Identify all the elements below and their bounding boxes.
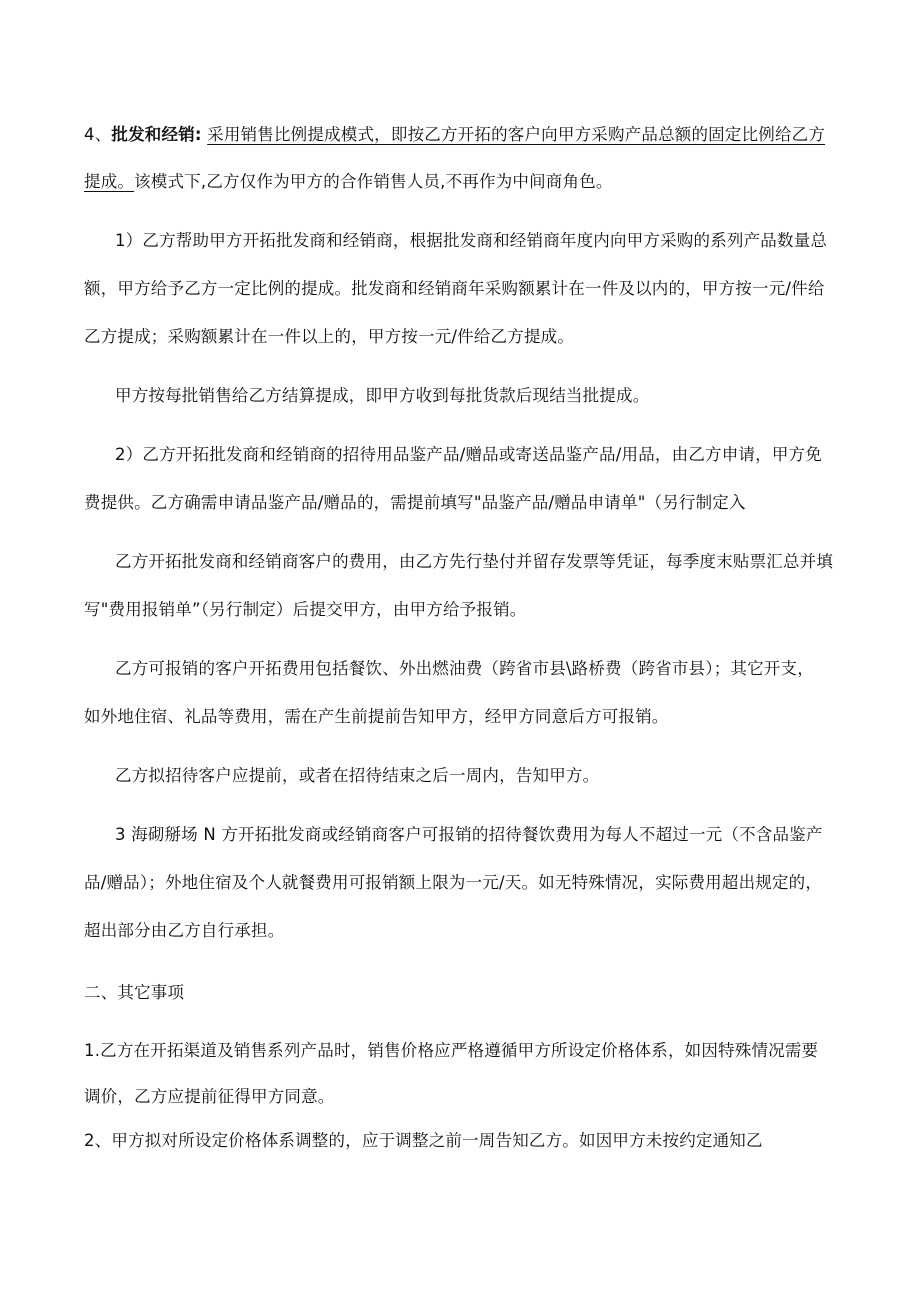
section-4-underlined-tail: 提成。 xyxy=(84,172,135,191)
settlement-paragraph: 甲方按每批销售给乙方结算提成，即甲方收到每批货款后现结当批提成。 xyxy=(115,386,650,405)
reimbursable-line-2: 如外地住宿、礼品等费用，需在产生前提前告知甲方，经甲方同意后方可报销。 xyxy=(84,707,669,726)
other-2-line-1: 2、甲方拟对所设定价格体系调整的，应于调整之前一周告知乙方。如因甲方未按约定通知乙 xyxy=(84,1131,763,1150)
expense-line-1: 乙方开拓批发商和经销商客户的费用，由乙方先行垫付并留存发票等凭证，每季度末贴票汇总并填 xyxy=(115,552,834,571)
expense-line-2: 写"费用报销单”（另行制定）后提交甲方，由甲方给予报销。 xyxy=(84,600,527,619)
other-1-line-2: 调价，乙方应提前征得甲方同意。 xyxy=(84,1087,335,1106)
section-4-title: 批发和经销 xyxy=(111,125,195,144)
section-4-line-1 xyxy=(84,124,825,146)
item-1-line-3: 乙方提成；采购额累计在一件以上的，甲方按一元/件给乙方提成。 xyxy=(84,327,575,346)
section-4-underlined-text: 采用销售比例提成模式，即按乙方开拓的客户向甲方采购产品总额的固定比例给乙方 xyxy=(207,125,826,144)
section-2-heading: 二、其它事项 xyxy=(84,983,185,1002)
section-4-number: 4、 xyxy=(84,125,112,144)
section-4-colon: : xyxy=(194,125,202,144)
item-3-line-3: 超出部分由乙方自行承担。 xyxy=(84,921,285,940)
section-4-line-2 xyxy=(84,171,613,193)
item-2-line-1: 2）乙方开拓批发商和经销商的招待用品鉴产品/赠品或寄送品鉴产品/用品，由乙方申请，甲方免 xyxy=(115,445,822,464)
reimbursable-line-1: 乙方可报销的客户开拓费用包括餐饮、外出燃油费（跨省市县\路桥费（跨省市县）；其它开支， xyxy=(115,659,814,678)
item-3-line-2: 品/赠品）；外地住宿及个人就餐费用可报销额上限为一元/天。如无特殊情况，实际费用超出规定的， xyxy=(84,873,823,892)
section-4-rest: 该模式下,乙方仅作为甲方的合作销售人员,不再作为中间商角色。 xyxy=(134,172,613,191)
item-3-line-1: 3 海砌掰场 N 方开拓批发商或经销商客户可报销的招待餐饮费用为每人不超过一元（不含品鉴产 xyxy=(115,825,823,844)
item-1-line-1: 1）乙方帮助甲方开拓批发商和经销商，根据批发商和经销商年度内向甲方采购的系列产品数量总 xyxy=(115,231,828,250)
notice-paragraph: 乙方拟招待客户应提前，或者在招待结束之后一周内，告知甲方。 xyxy=(115,766,600,785)
other-1-line-1: 1.乙方在开拓渠道及销售系列产品时，销售价格应严格遵循甲方所设定价格体系，如因特殊情况需要 xyxy=(84,1041,819,1060)
item-2-line-2: 费提供。乙方确需申请品鉴产品/赠品的，需提前填写"品鉴产品/赠品申请单"（另行制定入 xyxy=(84,493,746,512)
item-1-line-2: 额，甲方给予乙方一定比例的提成。批发商和经销商年采购额累计在一件及以内的，甲方按一元/件给 xyxy=(84,279,825,298)
